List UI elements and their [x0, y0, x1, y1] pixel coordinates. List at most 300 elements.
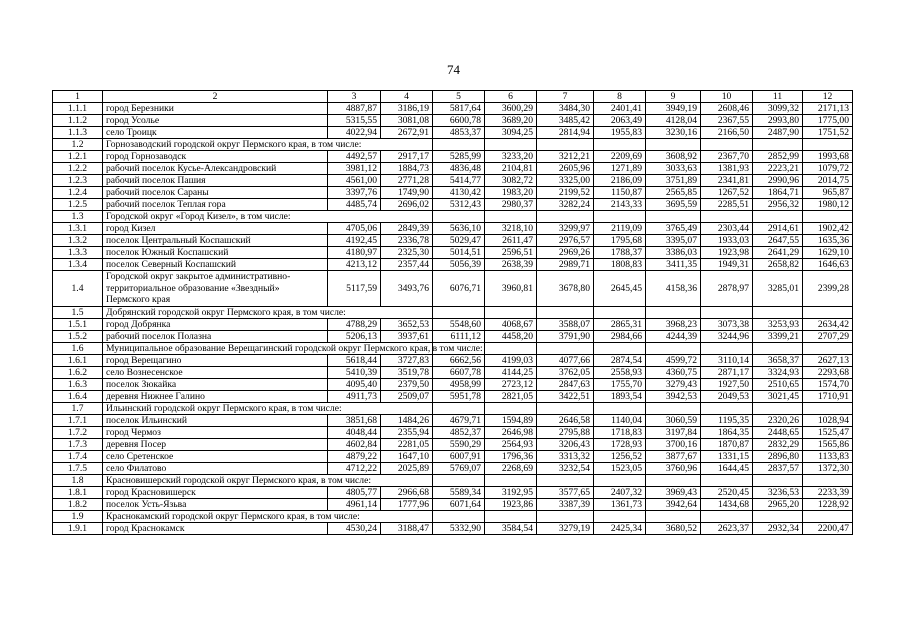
value-cell: 2832,29	[753, 438, 803, 450]
value-cell: 2965,20	[753, 498, 803, 510]
empty-cell	[537, 402, 594, 414]
value-cell: 2209,69	[594, 151, 646, 163]
row-number: 1.6.4	[53, 390, 103, 402]
value-cell: 2634,42	[803, 318, 853, 330]
column-header-9: 9	[646, 91, 701, 103]
value-cell: 1647,10	[381, 450, 433, 462]
value-cell: 4788,29	[328, 318, 381, 330]
value-cell: 5636,10	[433, 223, 485, 235]
table-row	[53, 366, 853, 378]
table-row	[53, 462, 853, 474]
value-cell: 6111,12	[433, 330, 485, 342]
value-cell: 2199,52	[537, 187, 594, 199]
table-row	[53, 259, 853, 271]
table-row	[53, 522, 853, 534]
section-number: 1.9	[53, 510, 103, 522]
page-number: 74	[447, 62, 460, 77]
settlement-name: поселок Центральный Коспашский	[103, 235, 328, 247]
row-number: 1.3.4	[53, 259, 103, 271]
section-row	[53, 211, 853, 223]
value-cell: 4213,12	[328, 259, 381, 271]
empty-cell	[594, 211, 646, 223]
empty-cell	[433, 510, 485, 522]
value-cell: 3608,92	[646, 151, 701, 163]
value-cell: 2980,37	[485, 199, 537, 211]
empty-cell	[433, 139, 485, 151]
section-title: Краснокамский городской округ Пермского края, в том числе:	[103, 510, 433, 522]
settlement-name: деревня Нижнее Галино	[103, 390, 328, 402]
value-cell: 3680,52	[646, 522, 701, 534]
value-cell: 1983,20	[485, 187, 537, 199]
value-cell: 4836,48	[433, 163, 485, 175]
settlement-name: рабочий поселок Пашия	[103, 175, 328, 187]
empty-cell	[646, 139, 701, 151]
value-cell: 1955,83	[594, 127, 646, 139]
value-cell: 4879,22	[328, 450, 381, 462]
empty-cell	[485, 402, 537, 414]
value-cell: 3073,38	[701, 318, 753, 330]
value-cell: 2293,68	[803, 366, 853, 378]
table-row	[53, 199, 853, 211]
row-number: 1.5.1	[53, 318, 103, 330]
value-cell: 2837,57	[753, 462, 803, 474]
value-cell: 2564,93	[485, 438, 537, 450]
value-cell: 3485,42	[537, 115, 594, 127]
value-cell: 1644,45	[701, 462, 753, 474]
value-cell: 1361,73	[594, 498, 646, 510]
value-cell: 3577,65	[537, 486, 594, 498]
table-row	[53, 247, 853, 259]
row-number: 1.1.3	[53, 127, 103, 139]
row-number: 1.7.1	[53, 414, 103, 426]
value-cell: 3206,43	[537, 438, 594, 450]
empty-cell	[537, 510, 594, 522]
table-body	[53, 91, 853, 535]
value-cell: 2917,17	[381, 151, 433, 163]
value-cell: 5029,47	[433, 235, 485, 247]
settlement-name: рабочий поселок Теплая гора	[103, 199, 328, 211]
value-cell: 3877,67	[646, 450, 701, 462]
settlement-name: поселок Усть-Язьва	[103, 498, 328, 510]
value-cell: 3981,12	[328, 163, 381, 175]
value-cell: 4961,14	[328, 498, 381, 510]
value-cell: 3218,10	[485, 223, 537, 235]
value-cell: 3949,19	[646, 103, 701, 115]
value-cell: 2847,63	[537, 378, 594, 390]
value-cell: 2646,98	[485, 426, 537, 438]
value-cell: 2641,29	[753, 247, 803, 259]
value-cell: 1933,03	[701, 235, 753, 247]
settlement-name: село Филатово	[103, 462, 328, 474]
value-cell: 2771,28	[381, 175, 433, 187]
table-row	[53, 414, 853, 426]
row-number: 1.6.1	[53, 354, 103, 366]
value-cell: 1755,70	[594, 378, 646, 390]
value-cell: 2623,37	[701, 522, 753, 534]
value-cell: 2171,13	[803, 103, 853, 115]
value-cell: 3233,20	[485, 151, 537, 163]
value-cell: 5056,39	[433, 259, 485, 271]
empty-cell	[485, 139, 537, 151]
empty-cell	[753, 306, 803, 318]
section-row	[53, 139, 853, 151]
value-cell: 3960,81	[485, 271, 537, 307]
value-cell: 6607,78	[433, 366, 485, 378]
table-row	[53, 390, 853, 402]
value-cell: 2357,44	[381, 259, 433, 271]
settlement-name: рабочий поселок Кусье-Александровский	[103, 163, 328, 175]
value-cell: 2696,02	[381, 199, 433, 211]
settlement-name: город Верещагино	[103, 354, 328, 366]
value-cell: 1870,87	[701, 438, 753, 450]
value-cell: 3942,53	[646, 390, 701, 402]
value-cell: 2976,57	[537, 235, 594, 247]
value-cell: 2865,31	[594, 318, 646, 330]
empty-cell	[485, 474, 537, 486]
value-cell: 2627,13	[803, 354, 853, 366]
value-cell: 1195,35	[701, 414, 753, 426]
value-cell: 2871,17	[701, 366, 753, 378]
empty-cell	[537, 474, 594, 486]
value-cell: 3484,30	[537, 103, 594, 115]
value-cell: 3021,45	[753, 390, 803, 402]
empty-cell	[701, 306, 753, 318]
row-number: 1.1.2	[53, 115, 103, 127]
value-cell: 1949,31	[701, 259, 753, 271]
value-cell: 2596,51	[485, 247, 537, 259]
value-cell: 2268,69	[485, 462, 537, 474]
settlement-name: село Вознесенское	[103, 366, 328, 378]
value-cell: 6007,91	[433, 450, 485, 462]
empty-cell	[537, 306, 594, 318]
empty-cell	[753, 342, 803, 354]
value-cell: 2969,26	[537, 247, 594, 259]
value-cell: 2989,71	[537, 259, 594, 271]
value-cell: 1902,42	[803, 223, 853, 235]
column-header-3: 3	[328, 91, 381, 103]
value-cell: 3279,19	[537, 522, 594, 534]
table-row	[53, 438, 853, 450]
value-cell: 1594,89	[485, 414, 537, 426]
table-row	[53, 235, 853, 247]
column-header-4: 4	[381, 91, 433, 103]
value-cell: 5332,90	[433, 522, 485, 534]
row-number: 1.2.3	[53, 175, 103, 187]
table-row	[53, 426, 853, 438]
value-cell: 1079,72	[803, 163, 853, 175]
value-cell: 4068,67	[485, 318, 537, 330]
value-cell: 3695,59	[646, 199, 701, 211]
column-header-11: 11	[753, 91, 803, 103]
empty-cell	[803, 474, 853, 486]
value-cell: 4158,36	[646, 271, 701, 307]
section-row	[53, 474, 853, 486]
value-cell: 4077,66	[537, 354, 594, 366]
value-cell: 3060,59	[646, 414, 701, 426]
table-row	[53, 163, 853, 175]
row-number: 1.4	[53, 271, 103, 307]
value-cell: 3493,76	[381, 271, 433, 307]
value-cell: 4911,73	[328, 390, 381, 402]
value-cell: 4458,20	[485, 330, 537, 342]
value-cell: 1795,68	[594, 235, 646, 247]
empty-cell	[803, 342, 853, 354]
empty-cell	[701, 474, 753, 486]
empty-cell	[701, 510, 753, 522]
value-cell: 3969,43	[646, 486, 701, 498]
value-cell: 1923,98	[701, 247, 753, 259]
value-cell: 2448,65	[753, 426, 803, 438]
value-cell: 2399,28	[803, 271, 853, 307]
value-cell: 5769,07	[433, 462, 485, 474]
settlement-name: поселок Ильинский	[103, 414, 328, 426]
value-cell: 3279,43	[646, 378, 701, 390]
value-cell: 5590,29	[433, 438, 485, 450]
empty-cell	[803, 510, 853, 522]
column-header-2: 2	[103, 91, 328, 103]
empty-cell	[646, 342, 701, 354]
value-cell: 3236,53	[753, 486, 803, 498]
row-number: 1.7.3	[53, 438, 103, 450]
value-cell: 2647,55	[753, 235, 803, 247]
value-cell: 1923,86	[485, 498, 537, 510]
value-cell: 2325,30	[381, 247, 433, 259]
empty-cell	[646, 306, 701, 318]
value-cell: 2336,78	[381, 235, 433, 247]
row-number: 1.9.1	[53, 522, 103, 534]
section-title: Городской округ «Город Кизел», в том числе:	[103, 211, 433, 223]
value-cell: 2558,93	[594, 366, 646, 378]
value-cell: 2025,89	[381, 462, 433, 474]
settlement-name: поселок Северный Коспашский	[103, 259, 328, 271]
value-cell: 3285,01	[753, 271, 803, 307]
value-cell: 3192,95	[485, 486, 537, 498]
value-cell: 5014,51	[433, 247, 485, 259]
value-cell: 3760,96	[646, 462, 701, 474]
value-cell: 2367,55	[701, 115, 753, 127]
value-cell: 4192,45	[328, 235, 381, 247]
empty-cell	[701, 139, 753, 151]
value-cell: 3253,93	[753, 318, 803, 330]
value-cell: 2223,21	[753, 163, 803, 175]
value-cell: 4180,97	[328, 247, 381, 259]
table-row	[53, 223, 853, 235]
settlement-name: село Троицк	[103, 127, 328, 139]
value-cell: 3652,53	[381, 318, 433, 330]
value-cell: 1646,63	[803, 259, 853, 271]
row-number: 1.3.2	[53, 235, 103, 247]
value-cell: 3937,61	[381, 330, 433, 342]
value-cell: 2984,66	[594, 330, 646, 342]
value-cell: 2956,32	[753, 199, 803, 211]
section-number: 1.6	[53, 342, 103, 354]
value-cell: 3851,68	[328, 414, 381, 426]
section-number: 1.7	[53, 402, 103, 414]
row-number: 1.6.2	[53, 366, 103, 378]
column-header-5: 5	[433, 91, 485, 103]
value-cell: 5817,64	[433, 103, 485, 115]
value-cell: 2186,09	[594, 175, 646, 187]
settlement-name: город Горнозаводск	[103, 151, 328, 163]
value-cell: 3751,89	[646, 175, 701, 187]
value-cell: 4712,22	[328, 462, 381, 474]
value-cell: 1434,68	[701, 498, 753, 510]
value-cell: 3188,47	[381, 522, 433, 534]
value-cell: 4705,06	[328, 223, 381, 235]
settlement-name: город Добрянка	[103, 318, 328, 330]
value-cell: 3395,07	[646, 235, 701, 247]
value-cell: 3299,97	[537, 223, 594, 235]
value-cell: 3212,21	[537, 151, 594, 163]
empty-cell	[753, 510, 803, 522]
section-row	[53, 510, 853, 522]
value-cell: 3399,21	[753, 330, 803, 342]
value-cell: 1381,93	[701, 163, 753, 175]
value-cell: 2605,96	[537, 163, 594, 175]
empty-cell	[594, 306, 646, 318]
value-cell: 3584,54	[485, 522, 537, 534]
section-title: Горнозаводский городской округ Пермского края, в том числе:	[103, 139, 433, 151]
value-cell: 1884,73	[381, 163, 433, 175]
value-cell: 1927,50	[701, 378, 753, 390]
value-cell: 3727,83	[381, 354, 433, 366]
value-cell: 4853,37	[433, 127, 485, 139]
value-cell: 1864,35	[701, 426, 753, 438]
value-cell: 1133,83	[803, 450, 853, 462]
table-header-row	[53, 91, 853, 103]
value-cell: 4530,24	[328, 522, 381, 534]
empty-cell	[646, 402, 701, 414]
value-cell: 2611,47	[485, 235, 537, 247]
value-cell: 2425,34	[594, 522, 646, 534]
value-cell: 5315,55	[328, 115, 381, 127]
column-header-12: 12	[803, 91, 853, 103]
value-cell: 2049,53	[701, 390, 753, 402]
value-cell: 1788,37	[594, 247, 646, 259]
value-cell: 2849,39	[381, 223, 433, 235]
value-cell: 2233,39	[803, 486, 853, 498]
empty-cell	[433, 306, 485, 318]
value-cell: 1228,92	[803, 498, 853, 510]
value-cell: 4679,71	[433, 414, 485, 426]
value-cell: 4022,94	[328, 127, 381, 139]
table-row	[53, 486, 853, 498]
value-cell: 2487,90	[753, 127, 803, 139]
row-number: 1.2.5	[53, 199, 103, 211]
value-cell: 1777,96	[381, 498, 433, 510]
value-cell: 2355,94	[381, 426, 433, 438]
empty-cell	[803, 402, 853, 414]
value-cell: 3232,54	[537, 462, 594, 474]
value-cell: 3422,51	[537, 390, 594, 402]
value-cell: 3033,63	[646, 163, 701, 175]
value-cell: 2914,61	[753, 223, 803, 235]
table-row	[53, 318, 853, 330]
empty-cell	[433, 474, 485, 486]
empty-cell	[646, 211, 701, 223]
value-cell: 1271,89	[594, 163, 646, 175]
value-cell: 2401,41	[594, 103, 646, 115]
value-cell: 3230,16	[646, 127, 701, 139]
empty-cell	[753, 211, 803, 223]
column-header-6: 6	[485, 91, 537, 103]
value-cell: 3387,39	[537, 498, 594, 510]
empty-cell	[803, 211, 853, 223]
value-cell: 5285,99	[433, 151, 485, 163]
value-cell: 3099,32	[753, 103, 803, 115]
value-cell: 2638,39	[485, 259, 537, 271]
empty-cell	[433, 211, 485, 223]
empty-cell	[485, 211, 537, 223]
empty-cell	[646, 474, 701, 486]
empty-cell	[701, 211, 753, 223]
value-cell: 4492,57	[328, 151, 381, 163]
value-cell: 2104,81	[485, 163, 537, 175]
value-cell: 1629,10	[803, 247, 853, 259]
value-cell: 2878,97	[701, 271, 753, 307]
value-cell: 5206,13	[328, 330, 381, 342]
empty-cell	[433, 402, 485, 414]
row-number: 1.6.3	[53, 378, 103, 390]
table-row	[53, 151, 853, 163]
empty-cell	[753, 474, 803, 486]
column-header-10: 10	[701, 91, 753, 103]
empty-cell	[701, 402, 753, 414]
value-cell: 2932,34	[753, 522, 803, 534]
tariff-table	[52, 90, 853, 535]
value-cell: 2509,07	[381, 390, 433, 402]
value-cell: 1331,15	[701, 450, 753, 462]
value-cell: 4599,72	[646, 354, 701, 366]
value-cell: 3600,29	[485, 103, 537, 115]
empty-cell	[803, 306, 853, 318]
value-cell: 2990,96	[753, 175, 803, 187]
value-cell: 1267,52	[701, 187, 753, 199]
empty-cell	[537, 139, 594, 151]
table-row	[53, 498, 853, 510]
row-number: 1.7.4	[53, 450, 103, 462]
value-cell: 2723,12	[485, 378, 537, 390]
value-cell: 5410,39	[328, 366, 381, 378]
table-row	[53, 103, 853, 115]
value-cell: 3700,16	[646, 438, 701, 450]
section-title: Ильинский городской округ Пермского края, в том числе:	[103, 402, 433, 414]
value-cell: 6600,78	[433, 115, 485, 127]
value-cell: 1140,04	[594, 414, 646, 426]
value-cell: 3968,23	[646, 318, 701, 330]
value-cell: 3324,93	[753, 366, 803, 378]
value-cell: 2119,09	[594, 223, 646, 235]
settlement-name: город Усолье	[103, 115, 328, 127]
value-cell: 3411,35	[646, 259, 701, 271]
value-cell: 2341,81	[701, 175, 753, 187]
empty-cell	[594, 510, 646, 522]
value-cell: 1775,00	[803, 115, 853, 127]
value-cell: 4958,99	[433, 378, 485, 390]
value-cell: 5548,60	[433, 318, 485, 330]
row-number: 1.7.2	[53, 426, 103, 438]
empty-cell	[594, 139, 646, 151]
table-row	[53, 378, 853, 390]
value-cell: 4360,75	[646, 366, 701, 378]
section-number: 1.3	[53, 211, 103, 223]
value-cell: 2303,44	[701, 223, 753, 235]
value-cell: 1808,83	[594, 259, 646, 271]
value-cell: 3762,05	[537, 366, 594, 378]
row-number: 1.2.1	[53, 151, 103, 163]
value-cell: 1749,90	[381, 187, 433, 199]
value-cell: 2795,88	[537, 426, 594, 438]
